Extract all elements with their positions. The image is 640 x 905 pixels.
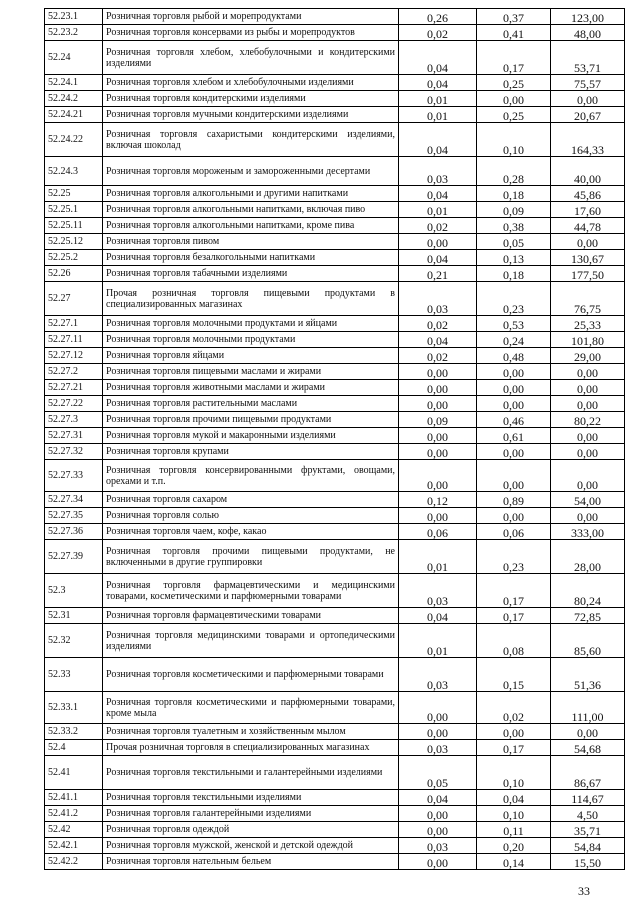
- row-value-2: 0,25: [477, 107, 551, 123]
- row-description: Розничная торговля фармацевтическими и медицинскими товарами, косметическими и парфюмерными товарами: [103, 574, 399, 608]
- row-value-1: 0,00: [399, 806, 477, 822]
- row-value-2: 0,17: [477, 740, 551, 756]
- table-row: [45, 266, 625, 282]
- row-value-1: 0,03: [399, 282, 477, 316]
- row-value-1: 0,03: [399, 838, 477, 854]
- row-code: 52.41: [45, 756, 103, 790]
- row-description: Розничная торговля нательным бельем: [103, 854, 399, 870]
- row-description: Розничная торговля прочими пищевыми продуктами, не включенными в другие группировки: [103, 540, 399, 574]
- row-value-3: 85,60: [551, 624, 625, 658]
- row-code: 52.27.22: [45, 396, 103, 412]
- row-value-2: 0,10: [477, 756, 551, 790]
- row-description: Розничная торговля рыбой и морепродуктами: [103, 9, 399, 25]
- row-value-2: 0,89: [477, 492, 551, 508]
- row-code: 52.27.1: [45, 316, 103, 332]
- row-value-1: 0,02: [399, 348, 477, 364]
- row-value-2: 0,10: [477, 806, 551, 822]
- table-row: [45, 460, 625, 492]
- row-description: Розничная торговля чаем, кофе, какао: [103, 524, 399, 540]
- row-value-2: 0,25: [477, 75, 551, 91]
- row-value-3: 0,00: [551, 91, 625, 107]
- row-code: 52.24.3: [45, 157, 103, 186]
- row-value-1: 0,03: [399, 157, 477, 186]
- row-value-1: 0,00: [399, 364, 477, 380]
- row-value-1: 0,00: [399, 854, 477, 870]
- row-value-3: 123,00: [551, 9, 625, 25]
- table-row: [45, 524, 625, 540]
- row-description: Розничная торговля мужской, женской и детской одеждой: [103, 838, 399, 854]
- row-description: Розничная торговля мороженым и замороженными десертами: [103, 157, 399, 186]
- row-value-1: 0,09: [399, 412, 477, 428]
- row-value-3: 0,00: [551, 444, 625, 460]
- row-value-3: 0,00: [551, 396, 625, 412]
- row-value-3: 17,60: [551, 202, 625, 218]
- row-description: Розничная торговля текстильными изделиями: [103, 790, 399, 806]
- table-row: [45, 75, 625, 91]
- row-description: Розничная торговля мукой и макаронными изделиями: [103, 428, 399, 444]
- row-description: Розничная торговля сахаром: [103, 492, 399, 508]
- row-description: Розничная торговля консервами из рыбы и морепродуктов: [103, 25, 399, 41]
- row-code: 52.42.1: [45, 838, 103, 854]
- row-code: 52.24.1: [45, 75, 103, 91]
- row-value-3: 101,80: [551, 332, 625, 348]
- table-row: [45, 202, 625, 218]
- row-description: Розничная торговля сахаристыми кондитерскими изделиями, включая шоколад: [103, 123, 399, 157]
- row-description: Розничная торговля пищевыми маслами и жирами: [103, 364, 399, 380]
- row-value-3: 114,67: [551, 790, 625, 806]
- row-code: 52.27.33: [45, 460, 103, 492]
- table-body: [45, 9, 625, 870]
- row-value-3: 25,33: [551, 316, 625, 332]
- row-value-1: 0,12: [399, 492, 477, 508]
- row-code: 52.41.1: [45, 790, 103, 806]
- table-row: [45, 540, 625, 574]
- row-value-1: 0,06: [399, 524, 477, 540]
- table-row: [45, 123, 625, 157]
- table-row: [45, 756, 625, 790]
- row-description: Розничная торговля пивом: [103, 234, 399, 250]
- row-description: Розничная торговля прочими пищевыми продуктами: [103, 412, 399, 428]
- row-description: Розничная торговля косметическими и парфюмерными товарами: [103, 658, 399, 692]
- row-value-1: 0,00: [399, 692, 477, 724]
- row-description: Розничная торговля крупами: [103, 444, 399, 460]
- row-value-1: 0,00: [399, 396, 477, 412]
- table-row: [45, 380, 625, 396]
- table-row: [45, 624, 625, 658]
- row-value-2: 0,00: [477, 444, 551, 460]
- row-description: Розничная торговля хлебом и хлебобулочными изделиями: [103, 75, 399, 91]
- row-description: Розничная торговля табачными изделиями: [103, 266, 399, 282]
- table-row: [45, 316, 625, 332]
- row-value-3: 0,00: [551, 508, 625, 524]
- row-value-2: 0,05: [477, 234, 551, 250]
- row-code: 52.27: [45, 282, 103, 316]
- row-value-2: 0,20: [477, 838, 551, 854]
- table-row: [45, 806, 625, 822]
- row-description: Розничная торговля галантерейными изделиями: [103, 806, 399, 822]
- row-value-2: 0,08: [477, 624, 551, 658]
- row-value-1: 0,02: [399, 218, 477, 234]
- row-value-1: 0,04: [399, 123, 477, 157]
- row-value-2: 0,00: [477, 724, 551, 740]
- row-value-2: 0,00: [477, 364, 551, 380]
- table-row: [45, 348, 625, 364]
- table-row: [45, 692, 625, 724]
- row-value-2: 0,13: [477, 250, 551, 266]
- row-code: 52.27.32: [45, 444, 103, 460]
- row-value-3: 0,00: [551, 460, 625, 492]
- row-value-3: 80,22: [551, 412, 625, 428]
- row-value-3: 54,84: [551, 838, 625, 854]
- row-code: 52.25.2: [45, 250, 103, 266]
- table-row: [45, 724, 625, 740]
- row-value-3: 44,78: [551, 218, 625, 234]
- table-row: [45, 444, 625, 460]
- row-code: 52.27.3: [45, 412, 103, 428]
- table-row: [45, 41, 625, 75]
- row-description: Розничная торговля алкогольными напитками, кроме пива: [103, 218, 399, 234]
- row-description: Розничная торговля одеждой: [103, 822, 399, 838]
- row-value-3: 28,00: [551, 540, 625, 574]
- row-value-2: 0,17: [477, 574, 551, 608]
- row-description: Розничная торговля молочными продуктами: [103, 332, 399, 348]
- row-description: Прочая розничная торговля в специализированных магазинах: [103, 740, 399, 756]
- table-row: [45, 608, 625, 624]
- row-value-2: 0,04: [477, 790, 551, 806]
- row-value-3: 0,00: [551, 364, 625, 380]
- row-description: Розничная торговля солью: [103, 508, 399, 524]
- row-code: 52.27.12: [45, 348, 103, 364]
- table-row: [45, 508, 625, 524]
- table-row: [45, 412, 625, 428]
- row-value-2: 0,41: [477, 25, 551, 41]
- row-value-2: 0,00: [477, 460, 551, 492]
- row-value-3: 130,67: [551, 250, 625, 266]
- row-code: 52.25.11: [45, 218, 103, 234]
- row-value-1: 0,00: [399, 460, 477, 492]
- row-value-3: 75,57: [551, 75, 625, 91]
- row-value-1: 0,00: [399, 428, 477, 444]
- row-value-3: 177,50: [551, 266, 625, 282]
- table-row: [45, 574, 625, 608]
- table-row: [45, 282, 625, 316]
- table-row: [45, 396, 625, 412]
- row-code: 52.23.1: [45, 9, 103, 25]
- row-description: Розничная торговля алкогольными и другими напитками: [103, 186, 399, 202]
- row-description: Розничная торговля косметическими и парфюмерными товарами, кроме мыла: [103, 692, 399, 724]
- row-code: 52.24.22: [45, 123, 103, 157]
- row-description: Розничная торговля алкогольными напитками, включая пиво: [103, 202, 399, 218]
- row-value-2: 0,10: [477, 123, 551, 157]
- row-value-1: 0,01: [399, 624, 477, 658]
- row-value-1: 0,03: [399, 658, 477, 692]
- data-table: [44, 8, 625, 870]
- table-row: [45, 428, 625, 444]
- row-value-1: 0,04: [399, 250, 477, 266]
- row-value-1: 0,04: [399, 332, 477, 348]
- table-row: [45, 492, 625, 508]
- row-value-3: 53,71: [551, 41, 625, 75]
- row-code: 52.42.2: [45, 854, 103, 870]
- row-value-2: 0,61: [477, 428, 551, 444]
- row-value-1: 0,00: [399, 724, 477, 740]
- row-value-2: 0,00: [477, 508, 551, 524]
- table-row: [45, 107, 625, 123]
- row-value-1: 0,04: [399, 41, 477, 75]
- row-value-1: 0,04: [399, 790, 477, 806]
- table-row: [45, 25, 625, 41]
- row-value-1: 0,01: [399, 91, 477, 107]
- row-code: 52.27.34: [45, 492, 103, 508]
- row-value-3: 40,00: [551, 157, 625, 186]
- row-value-3: 0,00: [551, 724, 625, 740]
- row-value-2: 0,38: [477, 218, 551, 234]
- row-value-1: 0,01: [399, 202, 477, 218]
- row-description: Розничная торговля растительными маслами: [103, 396, 399, 412]
- row-value-2: 0,24: [477, 332, 551, 348]
- table-row: [45, 218, 625, 234]
- row-value-3: 51,36: [551, 658, 625, 692]
- row-description: Розничная торговля молочными продуктами и яйцами: [103, 316, 399, 332]
- row-value-2: 0,46: [477, 412, 551, 428]
- row-value-2: 0,02: [477, 692, 551, 724]
- table-row: [45, 658, 625, 692]
- row-value-2: 0,06: [477, 524, 551, 540]
- row-value-3: 54,00: [551, 492, 625, 508]
- row-code: 52.23.2: [45, 25, 103, 41]
- row-value-2: 0,23: [477, 282, 551, 316]
- row-value-1: 0,21: [399, 266, 477, 282]
- row-value-1: 0,02: [399, 25, 477, 41]
- row-value-2: 0,18: [477, 266, 551, 282]
- row-code: 52.31: [45, 608, 103, 624]
- row-value-2: 0,11: [477, 822, 551, 838]
- row-value-3: 20,67: [551, 107, 625, 123]
- row-code: 52.27.35: [45, 508, 103, 524]
- row-value-2: 0,00: [477, 380, 551, 396]
- row-code: 52.33.2: [45, 724, 103, 740]
- row-code: 52.33.1: [45, 692, 103, 724]
- row-value-1: 0,04: [399, 75, 477, 91]
- row-value-1: 0,00: [399, 822, 477, 838]
- row-value-3: 76,75: [551, 282, 625, 316]
- row-value-1: 0,00: [399, 380, 477, 396]
- row-value-3: 86,67: [551, 756, 625, 790]
- row-value-1: 0,02: [399, 316, 477, 332]
- row-value-2: 0,23: [477, 540, 551, 574]
- row-code: 52.27.11: [45, 332, 103, 348]
- row-value-3: 72,85: [551, 608, 625, 624]
- row-value-1: 0,00: [399, 234, 477, 250]
- row-value-1: 0,00: [399, 508, 477, 524]
- row-description: Розничная торговля медицинскими товарами и ортопедическими изделиями: [103, 624, 399, 658]
- row-value-3: 48,00: [551, 25, 625, 41]
- row-code: 52.4: [45, 740, 103, 756]
- table-row: [45, 364, 625, 380]
- row-value-1: 0,03: [399, 574, 477, 608]
- table-row: [45, 91, 625, 107]
- row-value-3: 164,33: [551, 123, 625, 157]
- row-value-1: 0,26: [399, 9, 477, 25]
- row-description: Розничная торговля фармацевтическими товарами: [103, 608, 399, 624]
- row-code: 52.32: [45, 624, 103, 658]
- row-value-3: 0,00: [551, 380, 625, 396]
- row-value-3: 45,86: [551, 186, 625, 202]
- row-value-2: 0,17: [477, 41, 551, 75]
- row-value-2: 0,37: [477, 9, 551, 25]
- row-value-1: 0,04: [399, 186, 477, 202]
- row-value-3: 333,00: [551, 524, 625, 540]
- row-code: 52.3: [45, 574, 103, 608]
- row-description: Розничная торговля безалкогольными напитками: [103, 250, 399, 266]
- row-value-2: 0,17: [477, 608, 551, 624]
- row-code: 52.41.2: [45, 806, 103, 822]
- row-value-3: 0,00: [551, 234, 625, 250]
- row-value-3: 54,68: [551, 740, 625, 756]
- row-code: 52.33: [45, 658, 103, 692]
- row-value-2: 0,00: [477, 396, 551, 412]
- table-row: [45, 822, 625, 838]
- table-row: [45, 332, 625, 348]
- row-value-2: 0,00: [477, 91, 551, 107]
- row-value-2: 0,28: [477, 157, 551, 186]
- row-value-3: 29,00: [551, 348, 625, 364]
- row-code: 52.24.2: [45, 91, 103, 107]
- row-description: Розничная торговля туалетным и хозяйственным мылом: [103, 724, 399, 740]
- table-row: [45, 186, 625, 202]
- row-value-3: 4,50: [551, 806, 625, 822]
- row-value-1: 0,05: [399, 756, 477, 790]
- page-number: 33: [578, 884, 590, 898]
- row-value-3: 15,50: [551, 854, 625, 870]
- row-code: 52.27.31: [45, 428, 103, 444]
- row-value-1: 0,01: [399, 540, 477, 574]
- row-description: Розничная торговля консервированными фруктами, овощами, орехами и т.п.: [103, 460, 399, 492]
- row-value-1: 0,01: [399, 107, 477, 123]
- row-code: 52.27.2: [45, 364, 103, 380]
- row-value-3: 80,24: [551, 574, 625, 608]
- row-description: Розничная торговля яйцами: [103, 348, 399, 364]
- row-value-3: 35,71: [551, 822, 625, 838]
- row-code: 52.42: [45, 822, 103, 838]
- row-code: 52.27.21: [45, 380, 103, 396]
- row-value-2: 0,18: [477, 186, 551, 202]
- table-row: [45, 9, 625, 25]
- row-description: Розничная торговля кондитерскими изделиями: [103, 91, 399, 107]
- row-description: Прочая розничная торговля пищевыми продуктами в специализированных магазинах: [103, 282, 399, 316]
- table-row: [45, 157, 625, 186]
- row-code: 52.26: [45, 266, 103, 282]
- row-value-2: 0,48: [477, 348, 551, 364]
- row-value-2: 0,09: [477, 202, 551, 218]
- row-code: 52.25: [45, 186, 103, 202]
- table-row: [45, 790, 625, 806]
- table-row: [45, 740, 625, 756]
- row-code: 52.24.21: [45, 107, 103, 123]
- row-code: 52.27.39: [45, 540, 103, 574]
- row-description: Розничная торговля текстильными и галантерейными изделиями: [103, 756, 399, 790]
- row-value-2: 0,15: [477, 658, 551, 692]
- row-code: 52.27.36: [45, 524, 103, 540]
- row-code: 52.25.1: [45, 202, 103, 218]
- table-row: [45, 234, 625, 250]
- table-row: [45, 838, 625, 854]
- row-description: Розничная торговля животными маслами и жирами: [103, 380, 399, 396]
- row-code: 52.24: [45, 41, 103, 75]
- row-value-1: 0,04: [399, 608, 477, 624]
- row-value-1: 0,00: [399, 444, 477, 460]
- table-row: [45, 854, 625, 870]
- row-value-3: 0,00: [551, 428, 625, 444]
- row-value-2: 0,14: [477, 854, 551, 870]
- row-description: Розничная торговля мучными кондитерскими изделиями: [103, 107, 399, 123]
- row-code: 52.25.12: [45, 234, 103, 250]
- row-value-2: 0,53: [477, 316, 551, 332]
- row-description: Розничная торговля хлебом, хлебобулочными и кондитерскими изделиями: [103, 41, 399, 75]
- row-value-1: 0,03: [399, 740, 477, 756]
- table-row: [45, 250, 625, 266]
- row-value-3: 111,00: [551, 692, 625, 724]
